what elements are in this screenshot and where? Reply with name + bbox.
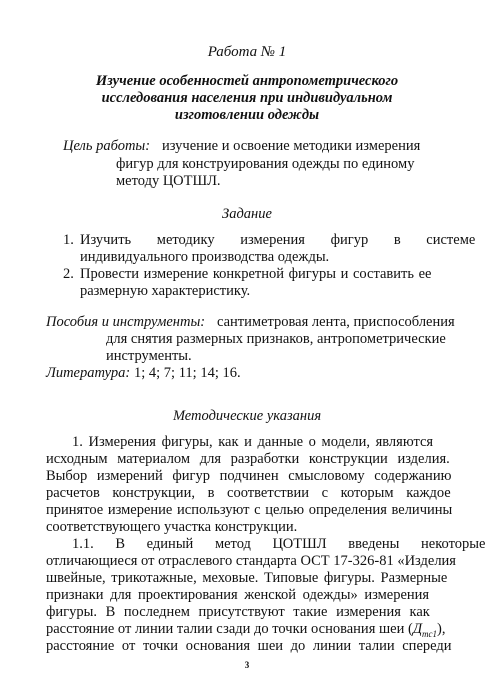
para1-line-1-text: 1. Измерения фигуры, как и данные о модели, являются [72, 434, 434, 450]
goal-line-1-text [162, 138, 448, 155]
para2-line-4: признаки для проектирования женской одежды» измерения [46, 587, 430, 603]
para1-line-4: расчетов конструкции, в соответствии с которым каждое [46, 485, 451, 501]
task-item-1-line-2: индивидуального производства одежды. [80, 249, 330, 265]
task-item-1-num: 1. [63, 232, 74, 248]
page-number: 3 [244, 660, 250, 670]
para2-line-2: отличающиеся от отраслевого стандарта ОСТ 17-326-81 «Изделия [46, 553, 456, 569]
goal-line-2: фигур для конструирования одежды по единому [116, 156, 415, 172]
task-item-2-num: 2. [63, 266, 74, 282]
para1-line-5: принятое измерение используют с целью определения величины [46, 502, 453, 518]
task-heading: Задание [222, 206, 272, 222]
tools-line-1: сантиметровая лента, приспособления [217, 314, 455, 330]
task-item-1-line-1 [80, 232, 476, 249]
work-title-line-1: Изучение особенностей антропометрического [95, 73, 399, 89]
task-item-1-line-1-flex [80, 232, 476, 249]
para1-line-1 [72, 434, 446, 451]
task-item-2-line-1: Провести измерение конкретной фигуры и составить ее [80, 266, 432, 282]
symbol-close: ), [437, 621, 446, 637]
goal-line-1-span: изучение и освоение методики измерения [162, 138, 421, 154]
para2-line-5: фигуры. В последнем присутствуют такие измерения как [46, 604, 430, 620]
work-number: Работа № 1 [207, 44, 287, 60]
task-item-2-line-2: размерную характеристику. [80, 283, 251, 299]
symbol-d: Д [412, 621, 423, 637]
para1-line-6: соответствующего участка конструкции. [46, 519, 298, 535]
literature-value: 1; 4; 7; 11; 14; 16. [134, 365, 241, 381]
para2-line-7: расстояние от точки основания шеи до линии талии спереди [46, 638, 452, 654]
tools-label: Пособия и инструменты: [46, 314, 206, 330]
tools-line-2: для снятия размерных признаков, антропометрические [106, 331, 446, 347]
symbol-sub: тс1 [422, 628, 438, 639]
goal-label: Цель работы: [63, 138, 151, 154]
tools-line-3: инструменты. [106, 348, 192, 364]
para2-line-3: швейные, трикотажные, меховые. Типовые фигуры. Размерные [46, 570, 448, 586]
goal-line-1 [162, 138, 448, 155]
work-title-line-2: исследования населения при индивидуальном [101, 90, 393, 106]
methodical-heading: Методические указания [172, 408, 322, 424]
task-item-1-text: Изучить методику измерения фигур в системе [80, 232, 476, 248]
work-title-line-3: изготовлении одежды [174, 107, 320, 123]
literature-label: Литература: [46, 365, 131, 381]
para1-line-2: исходным материалом для разработки конструкции изделия. [46, 451, 450, 467]
para2-line-6-text: расстояние от линии талии сзади до точки основания шеи ( [46, 621, 413, 637]
para2-line-1: 1.1. В единый метод ЦОТШЛ введены некоторые [72, 536, 486, 552]
goal-line-3: методу ЦОТШЛ. [116, 173, 221, 189]
para1-line-3: Выбор измерений фигур подчинен смысловому содержанию [46, 468, 452, 484]
